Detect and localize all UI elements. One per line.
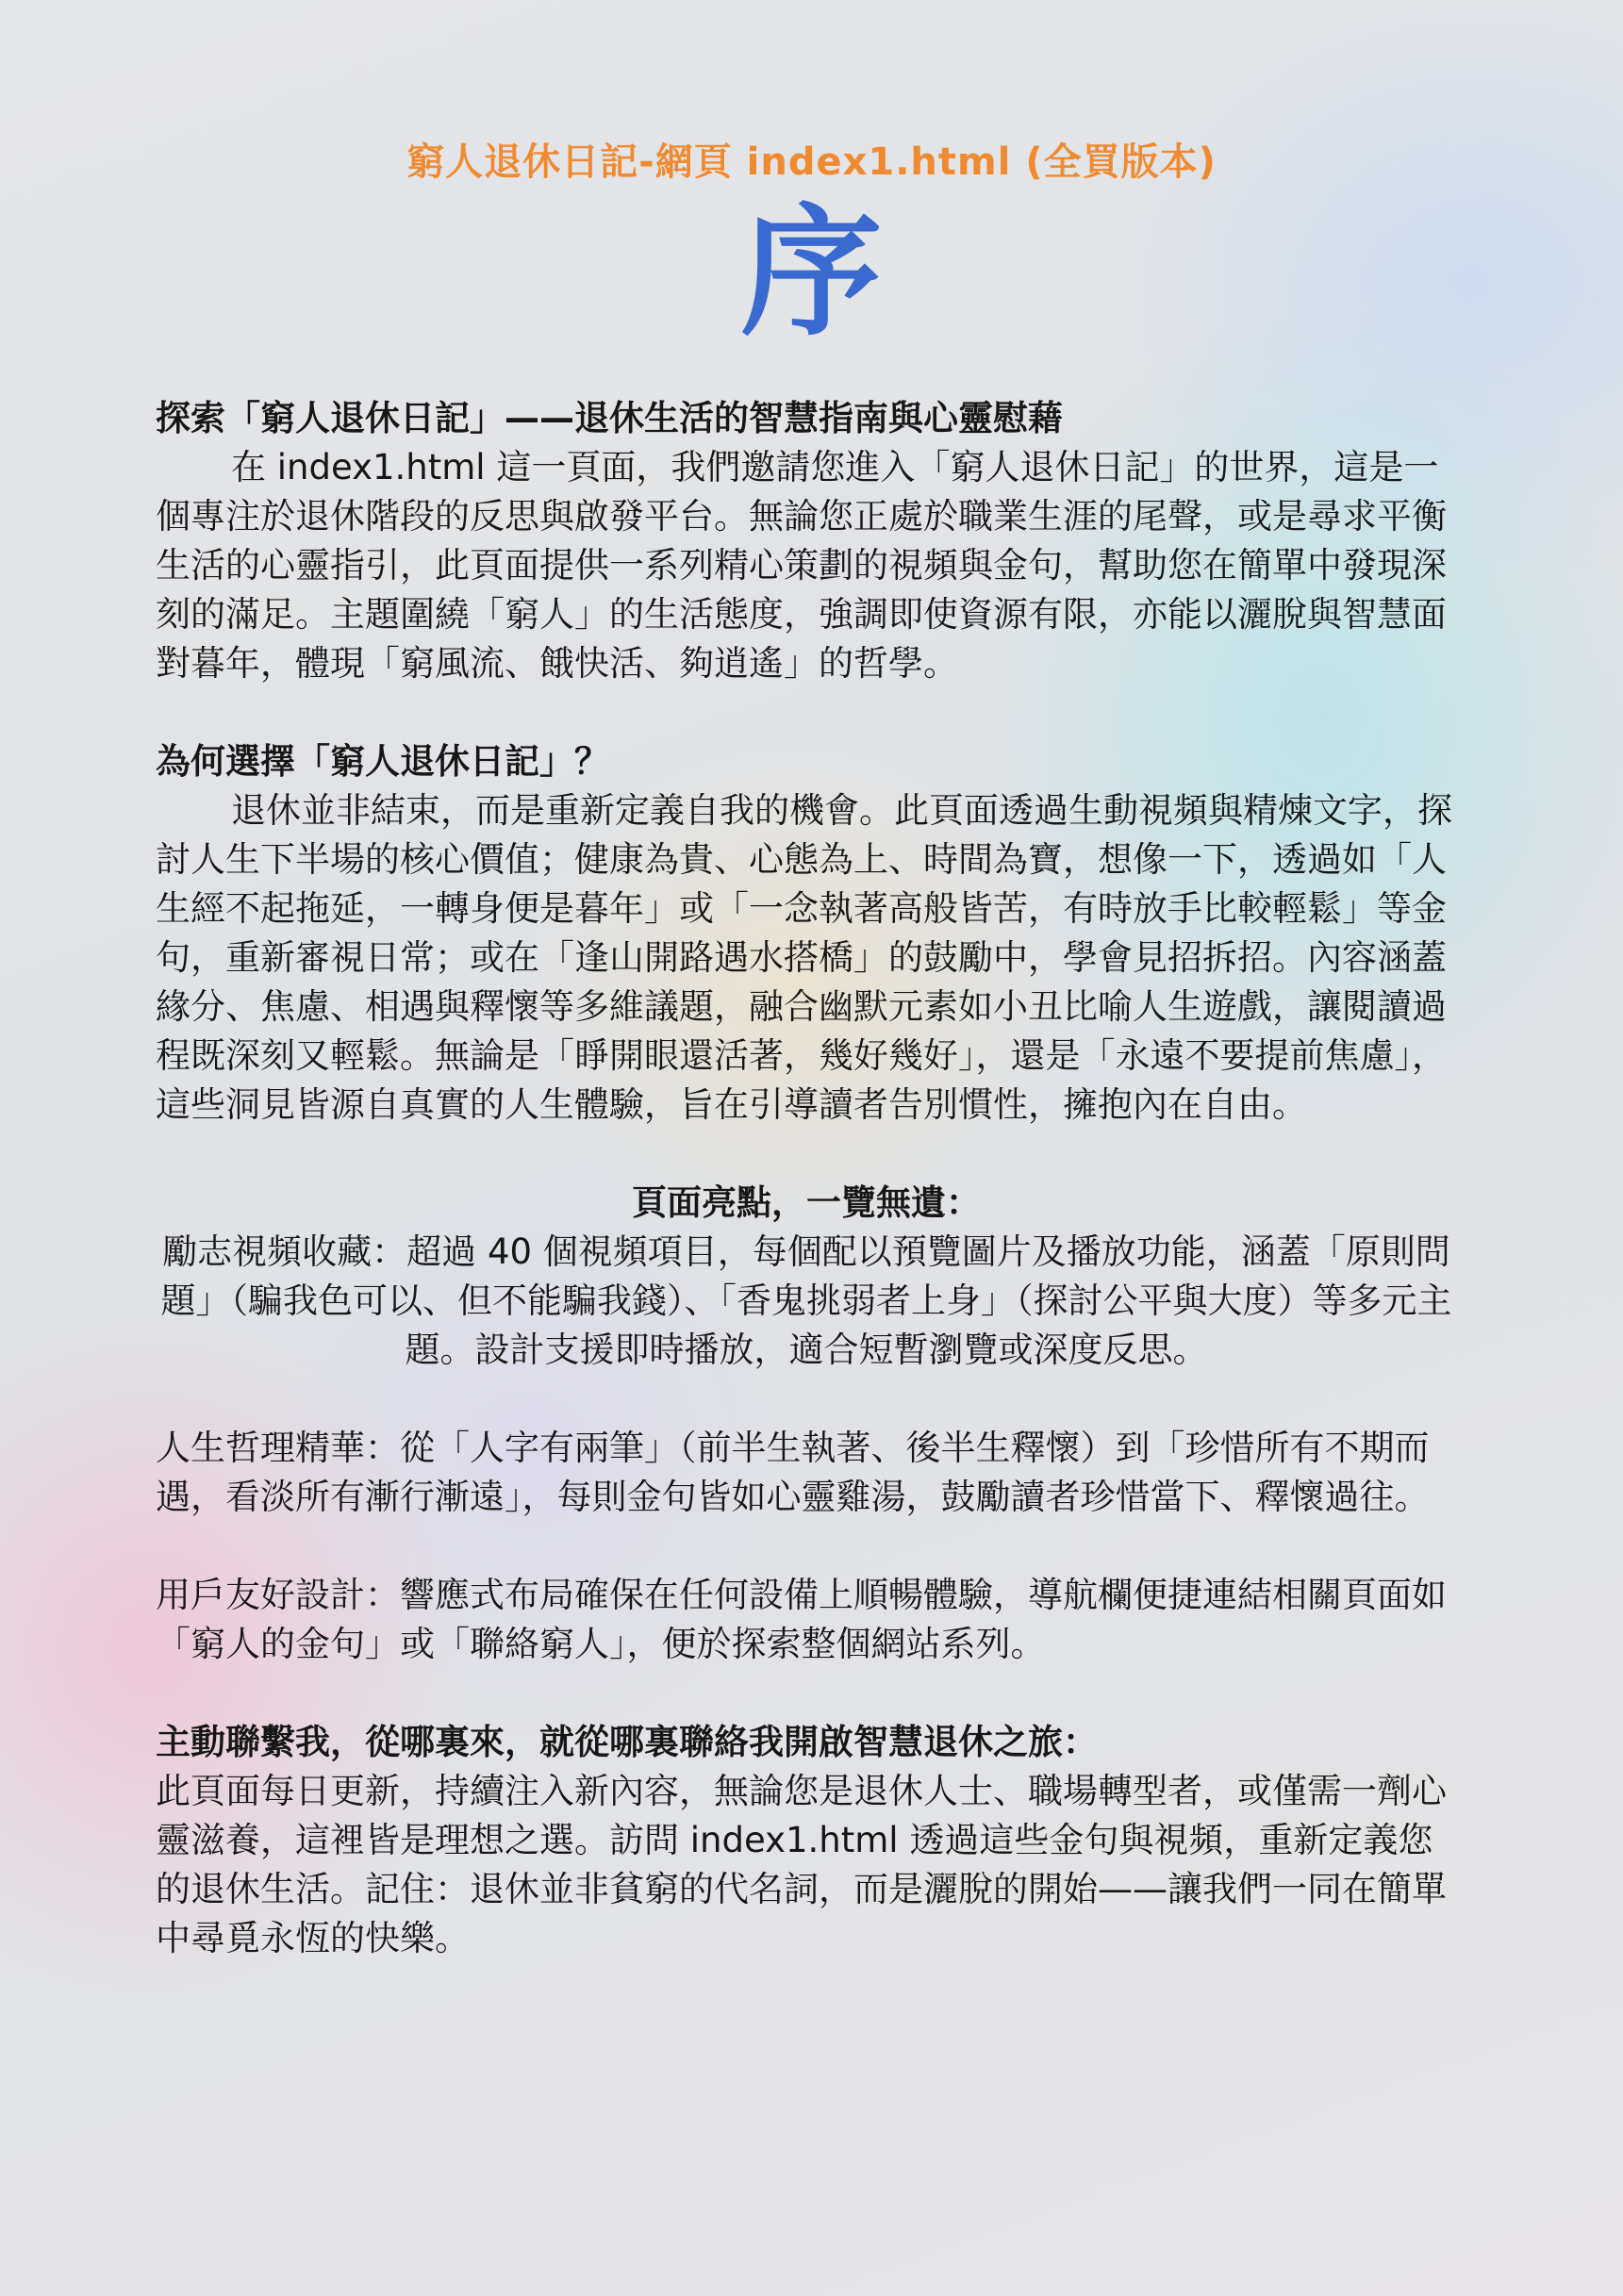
highlights-paragraph: 勵志視頻收藏：超過 40 個視頻項目，每個配以預覽圖片及播放功能，涵蓋「原則問題」（騙我色可以、但不能騙我錢）、「香鬼挑弱者上身」（探討公平與大度）等多元主題。設計支援即時播放，適合短暫瀏覽或深度反思。 — [160, 1231, 1452, 1370]
intro-heading: 探索「窮人退休日記」——退休生活的智慧指南與心靈慰藉 — [156, 398, 1063, 438]
why-paragraph: 退休並非結束，而是重新定義自我的機會。此頁面透過生動視頻與精煉文字，探討人生下半場的核心價值；健康為貴、心態為上、時間為寶，想像一下，透過如「人生經不起拖延，一轉身便是暮年」或「一念執著高般皆苦，有時放手比較輕鬆」等金句，重新審視日常；或在「逢山開路遇水搭橋」的鼓勵中，學會見招拆招。內容涵蓋緣分、焦慮、相遇與釋懷等多維議題，融合幽默元素如小丑比喻人生遊戲，讓閱讀過程既深刻又輕鬆。無論是「睜開眼還活著，幾好幾好」，還是「永遠不要提前焦慮」，這些洞見皆源自真實的人生體驗，旨在引導讀者告別慣性，擁抱內在自由。 — [156, 790, 1452, 1125]
design-paragraph: 用戶友好設計：響應式布局確保在任何設備上順暢體驗，導航欄便捷連結相關頁面如「窮人的金句」或「聯絡窮人」，便於探索整個網站系列。 — [156, 1575, 1447, 1664]
preface-content — [156, 394, 1457, 1963]
contact-heading: 主動聯繫我，從哪裏來，就從哪裏聯絡我開啟智慧退休之旅： — [156, 1722, 1098, 1762]
intro-paragraph: 在 index1.html 這一頁面，我們邀請您進入「窮人退休日記」的世界，這是一個專注於退休階段的反思與啟發平台。無論您正處於職業生涯的尾聲，或是尋求平衡生活的心靈指引，此頁面提供一系列精心策劃的視頻與金句，幫助您在簡單中發現深刻的滿足。主題圍繞「窮人」的生活態度，強調即使資源有限，亦能以灑脫與智慧面對暮年，體現「窮風流、餓快活、夠逍遙」的哲學。 — [156, 447, 1447, 684]
why-heading: 為何選擇「窮人退休日記」？ — [156, 741, 609, 782]
page-title: 序 — [740, 191, 883, 355]
site-title: 窮人退休日記-網頁 index1.html (全買版本) — [406, 140, 1217, 184]
contact-paragraph: 此頁面每日更新，持續注入新內容，無論您是退休人士、職場轉型者，或僅需一劑心靈滋養，這裡皆是理想之選。訪問 index1.html 透過這些金句與視頻，重新定義您的退休生活。記住：退休並非貧窮的代名詞，而是灑脫的開始——讓我們一同在簡單中尋覓永恆的快樂。 — [156, 1771, 1447, 1958]
philosophy-paragraph: 人生哲理精華：從「人字有兩筆」（前半生執著、後半生釋懷）到「珍惜所有不期而遇，看淡所有漸行漸遠」，每則金句皆如心靈雞湯，鼓勵讀者珍惜當下、釋懷過往。 — [156, 1428, 1430, 1517]
highlights-heading: 頁面亮點，一覽無遺： — [632, 1182, 981, 1223]
